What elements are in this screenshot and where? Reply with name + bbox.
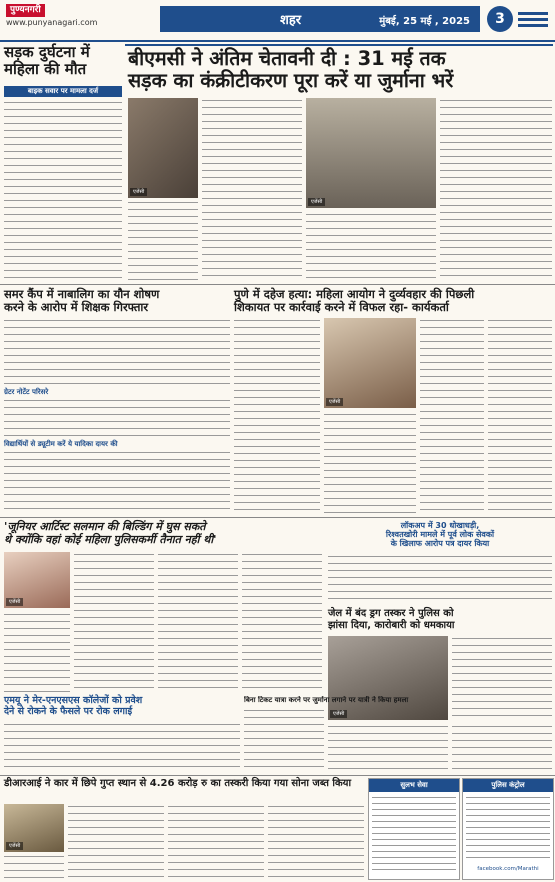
- story6-headline: [328, 608, 552, 631]
- story6-headline-line1: जेल में बंद ड्रग तस्कर ने पुलिस को: [328, 608, 454, 619]
- story5-headline-line1: लॉकअप में 30 धोखाधड़ी,: [400, 521, 480, 530]
- story5-body: [328, 554, 552, 604]
- story1-headline-line1: सड़क दुर्घटना में: [4, 43, 90, 61]
- story2-headline: [4, 288, 230, 314]
- story8-body-col2: [328, 724, 448, 772]
- ad-box-2: [462, 778, 554, 880]
- story2-sub1: ग्रेटर नोटेंट परिसरे: [4, 388, 49, 396]
- story6-body: [452, 636, 552, 720]
- section-divider-2: [0, 517, 555, 518]
- lead-headline-line1: बीएमसी ने अंतिम चेतावनी दी : 31 मई तक: [128, 47, 446, 70]
- page-header: [0, 0, 555, 42]
- photo-credit-3: एजेंसी: [326, 398, 343, 406]
- story5-headline-line2: रिश्वतखोरी मामले में पूर्व लोक सेवकों: [385, 530, 495, 540]
- story8-body-col3: [452, 724, 552, 772]
- story9-body-col3: [168, 804, 264, 880]
- lead-photo-1: [128, 98, 198, 198]
- lead-headline-line2: सड़क का कंक्रीटीकरण पूरा करें या जुर्माना भरें: [128, 69, 454, 93]
- story2-body-2: [4, 398, 230, 438]
- story2-sub2: विद्यार्थियों से ड्यूटीम करें ये यादिका दायर की: [4, 440, 118, 448]
- ad1-title: सुलभ सेवा: [369, 779, 459, 792]
- edition-date: मुंबई, 25 मई , 2025: [379, 16, 470, 27]
- ad2-title: पुलिस कंट्रोल: [463, 779, 553, 792]
- story9-photo: [4, 804, 64, 852]
- photo-credit-4: एजेंसी: [6, 598, 23, 606]
- masthead: [6, 4, 116, 30]
- decorative-stripes-icon: [518, 10, 548, 28]
- lead-body-col1: [128, 200, 198, 280]
- story7-headline-line2: देने से रोकने के फैसले पर रोक लगाई: [4, 705, 133, 717]
- story6-photo: [328, 636, 448, 720]
- website: www.punyanagari.com: [6, 18, 98, 27]
- story4-headline-line2: थे क्योंकि वहां कोई महिला पुलिसकर्मी तैनात नहीं थी': [4, 532, 217, 546]
- section-divider: [0, 284, 555, 285]
- story4-headline-line1: 'जूनियर आर्टिस्ट सलमान की बिल्डिंग में घुस सकते: [4, 520, 206, 533]
- section-divider-3: [0, 775, 555, 776]
- story1-headline-line2: महिला की मौत: [4, 60, 87, 79]
- story7-headline: [4, 696, 240, 718]
- story3-headline: [234, 288, 553, 314]
- story7-headline-line1: एमयू ने मेर-एनएसएस कॉलेजों को प्रवेश: [4, 695, 143, 706]
- photo-credit-6: एजेंसी: [330, 710, 347, 718]
- story2-headline-line2: करने के आरोप में शिक्षक गिरफ्तार: [4, 300, 149, 315]
- story4-body-col1: [4, 612, 70, 692]
- lead-body-col3: [306, 212, 436, 280]
- story9-body-col1: [4, 854, 64, 880]
- photo-credit-2: एजेंसी: [308, 198, 325, 206]
- brand-logo: पुण्यनगरी: [6, 4, 45, 17]
- story8-body-col1: [244, 708, 324, 772]
- lead-photo-2: [306, 98, 436, 208]
- lead-body-col2: [202, 98, 302, 280]
- story9-headline: डीआरआई ने कार में छिपे गुप्त स्थान से 4.26 करोड़ रु का तस्करी किया गया सोना जब्त किया: [4, 778, 352, 789]
- lead-rule: [125, 44, 553, 46]
- page-number: 3: [487, 6, 513, 32]
- story4-photo: [4, 552, 70, 608]
- story4-body-col4: [242, 552, 322, 692]
- lead-body-col4: [440, 98, 552, 280]
- story3-body-col2: [324, 412, 416, 514]
- story3-body-col3: [420, 318, 484, 514]
- photo-credit-9: एजेंसी: [6, 842, 23, 850]
- story1-subhead: बाइक सवार पर मामला दर्ज: [4, 86, 122, 97]
- story3-body-col4: [488, 318, 552, 514]
- story6-headline-line2: झांसा दिया, कारोबारी को धमकाया: [328, 619, 455, 631]
- story7-body: [4, 722, 240, 772]
- story2-headline-line1: समर कैंप में नाबालिग का यौन शोषण: [4, 287, 160, 301]
- story1-body: [4, 100, 122, 280]
- story5-headline-line3: के खिलाफ आरोप पत्र दायर किया: [390, 539, 490, 549]
- lead-headline: [128, 48, 553, 93]
- story4-body-col2: [74, 552, 154, 692]
- social-handle[interactable]: facebook.com/Marathi: [477, 866, 539, 872]
- story8-headline: बिना टिकट यात्रा करने पर जुर्माना लगाने पर यात्री ने किया हमला: [244, 696, 409, 704]
- story4-body-col3: [158, 552, 238, 692]
- story5-headline: [328, 521, 552, 549]
- section-band: [160, 6, 480, 32]
- story4-headline: [4, 521, 324, 546]
- story3-headline-line2: शिकायत पर कार्रवाई करने में विफल रहा- कार्यकर्ता: [234, 300, 449, 315]
- story3-body-col1: [234, 318, 320, 514]
- story2-body: [4, 318, 230, 386]
- story3-headline-line1: पुणे में दहेज हत्या: महिला आयोग ने दुर्व्यवहार की पिछली: [234, 287, 475, 301]
- story9-body-col2: [68, 804, 164, 880]
- story9-body-col4: [268, 804, 364, 880]
- photo-credit: एजेंसी: [130, 188, 147, 196]
- ad1-body: [372, 795, 456, 873]
- story3-photo: [324, 318, 416, 408]
- ad-box-1: [368, 778, 460, 880]
- section-title: शहर: [280, 13, 302, 28]
- story2-body-3: [4, 450, 230, 514]
- ad2-body: [466, 795, 550, 863]
- story1-headline: [4, 44, 122, 79]
